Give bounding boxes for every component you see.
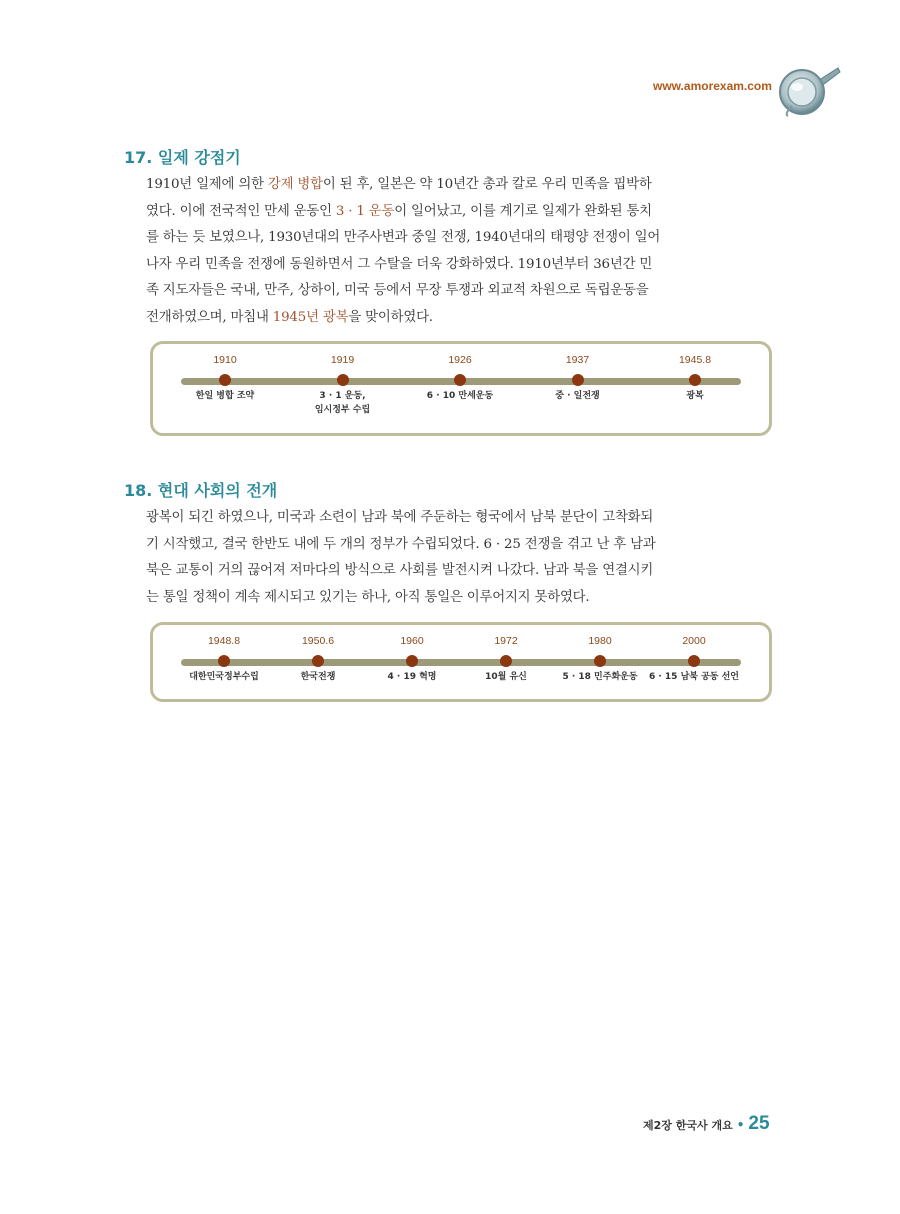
timeline-year: 1948.8 — [207, 635, 241, 647]
timeline-item — [624, 635, 764, 682]
paragraph-line — [146, 172, 778, 199]
text-run: 이 된 후, 일본은 약 10년간 총과 칼로 우리 민족을 핍박하 — [322, 177, 652, 192]
text-run: 북은 교통이 거의 끊어져 저마다의 방식으로 사회를 발전시켜 나갔다. 남과 북을 연결시키 — [146, 563, 654, 578]
text-run: 을 맞이하였다. — [348, 309, 433, 325]
highlight-term: 3 · 1 운동 — [335, 203, 395, 219]
paragraph-line — [146, 278, 778, 305]
timeline-event: 5 · 18 민주화운동 — [562, 672, 638, 682]
text-run: 1910년 일제에 의한 — [146, 177, 268, 192]
text-run: 는 통일 정책이 계속 제시되고 있기는 하나, 아직 통일은 이루어지지 못하였다. — [146, 589, 590, 605]
text-run: 기 시작했고, 결국 한반도 내에 두 개의 정부가 수립되었다. 6 · 25 전쟁을 겪고 난 후 남과 — [146, 536, 656, 552]
section-18-title: 18. 현대 사회의 전개 — [124, 481, 278, 500]
highlight-term: 강제 병합 — [267, 177, 323, 192]
page-number: 25 — [748, 1113, 770, 1134]
timeline-event: 3 · 1 운동, 임시정부 수립 — [314, 391, 371, 415]
timeline-year: 1980 — [588, 635, 612, 647]
paragraph-line — [146, 585, 778, 612]
chapter-label: 제2장 한국사 개요 — [643, 1119, 733, 1132]
text-run: 나자 우리 민족을 전쟁에 동원하면서 그 수탈을 더욱 강화하였다. 1910년부터 36년간 민 — [146, 256, 653, 272]
timeline-axis — [181, 659, 741, 666]
timeline-item — [625, 354, 765, 401]
text-run: 를 하는 듯 보였으나, 1930년대의 만주사변과 중일 전쟁, 1940년대의 태평양 전쟁이 일어 — [146, 230, 661, 245]
bullet-icon: • — [736, 1118, 745, 1132]
paragraph-line — [146, 305, 778, 332]
magnifier-teapot-icon — [776, 62, 842, 118]
timeline-year: 1937 — [565, 354, 590, 366]
paragraph-line — [146, 252, 778, 279]
timeline-1910-1945 — [150, 341, 772, 436]
timeline-event: 4 · 19 혁명 — [387, 672, 437, 682]
timeline-event: 한국전쟁 — [300, 672, 336, 682]
highlight-term: 1945년 광복 — [272, 309, 349, 325]
timeline-1948-2000 — [150, 622, 772, 702]
timeline-year: 1910 — [213, 354, 237, 366]
timeline-event: 중 · 일전쟁 — [555, 391, 600, 401]
timeline-year: 1960 — [400, 635, 424, 647]
timeline-event: 대한민국정부수립 — [189, 672, 259, 682]
timeline-event: 6 · 10 만세운동 — [426, 391, 494, 401]
timeline-dot — [406, 655, 418, 667]
paragraph-line — [146, 532, 778, 559]
timeline-dot — [688, 655, 700, 667]
text-run: 였다. 이에 전국적인 만세 운동인 — [146, 203, 336, 219]
timeline-dot — [454, 374, 466, 386]
paragraph-line — [146, 225, 778, 252]
timeline-dot — [500, 655, 512, 667]
timeline-event: 10월 유신 — [485, 672, 527, 682]
timeline-dot — [689, 374, 701, 386]
timeline-year: 1926 — [448, 354, 472, 366]
text-run: 이 일어났고, 이를 계기로 일제가 완화된 통치 — [394, 203, 652, 219]
timeline-event: 한일 병합 조약 — [195, 391, 255, 401]
section-17-paragraph — [146, 172, 778, 331]
timeline-year: 1919 — [330, 354, 355, 366]
paragraph-line — [146, 558, 778, 585]
timeline-dot — [219, 374, 231, 386]
text-run: 광복이 되긴 하였으나, 미국과 소련이 남과 북에 주둔하는 형국에서 남북 분단이 고착화되 — [146, 510, 654, 525]
timeline-event: 6 · 15 남북 공동 선언 — [648, 672, 740, 682]
timeline-event: 광복 — [686, 391, 704, 401]
timeline-year: 1950.6 — [301, 635, 335, 647]
paragraph-line — [146, 505, 778, 532]
timeline-year: 1972 — [494, 635, 518, 647]
text-run: 족 지도자들은 국내, 만주, 상하이, 미국 등에서 무장 투쟁과 외교적 차원으로 독립운동을 — [146, 283, 649, 298]
text-run: 전개하였으며, 마침내 — [146, 309, 273, 325]
timeline-year: 1945.8 — [678, 354, 712, 366]
timeline-year: 2000 — [682, 635, 706, 647]
timeline-dot — [594, 655, 606, 667]
timeline-dot — [312, 655, 324, 667]
timeline-dot — [572, 374, 584, 386]
site-url[interactable]: www.amorexam.com — [653, 79, 772, 93]
paragraph-line — [146, 199, 778, 226]
page-footer — [643, 1113, 770, 1135]
section-18-paragraph — [146, 505, 778, 611]
section-17-title: 17. 일제 강점기 — [124, 148, 241, 167]
timeline-dot — [218, 655, 230, 667]
timeline-dot — [337, 374, 349, 386]
